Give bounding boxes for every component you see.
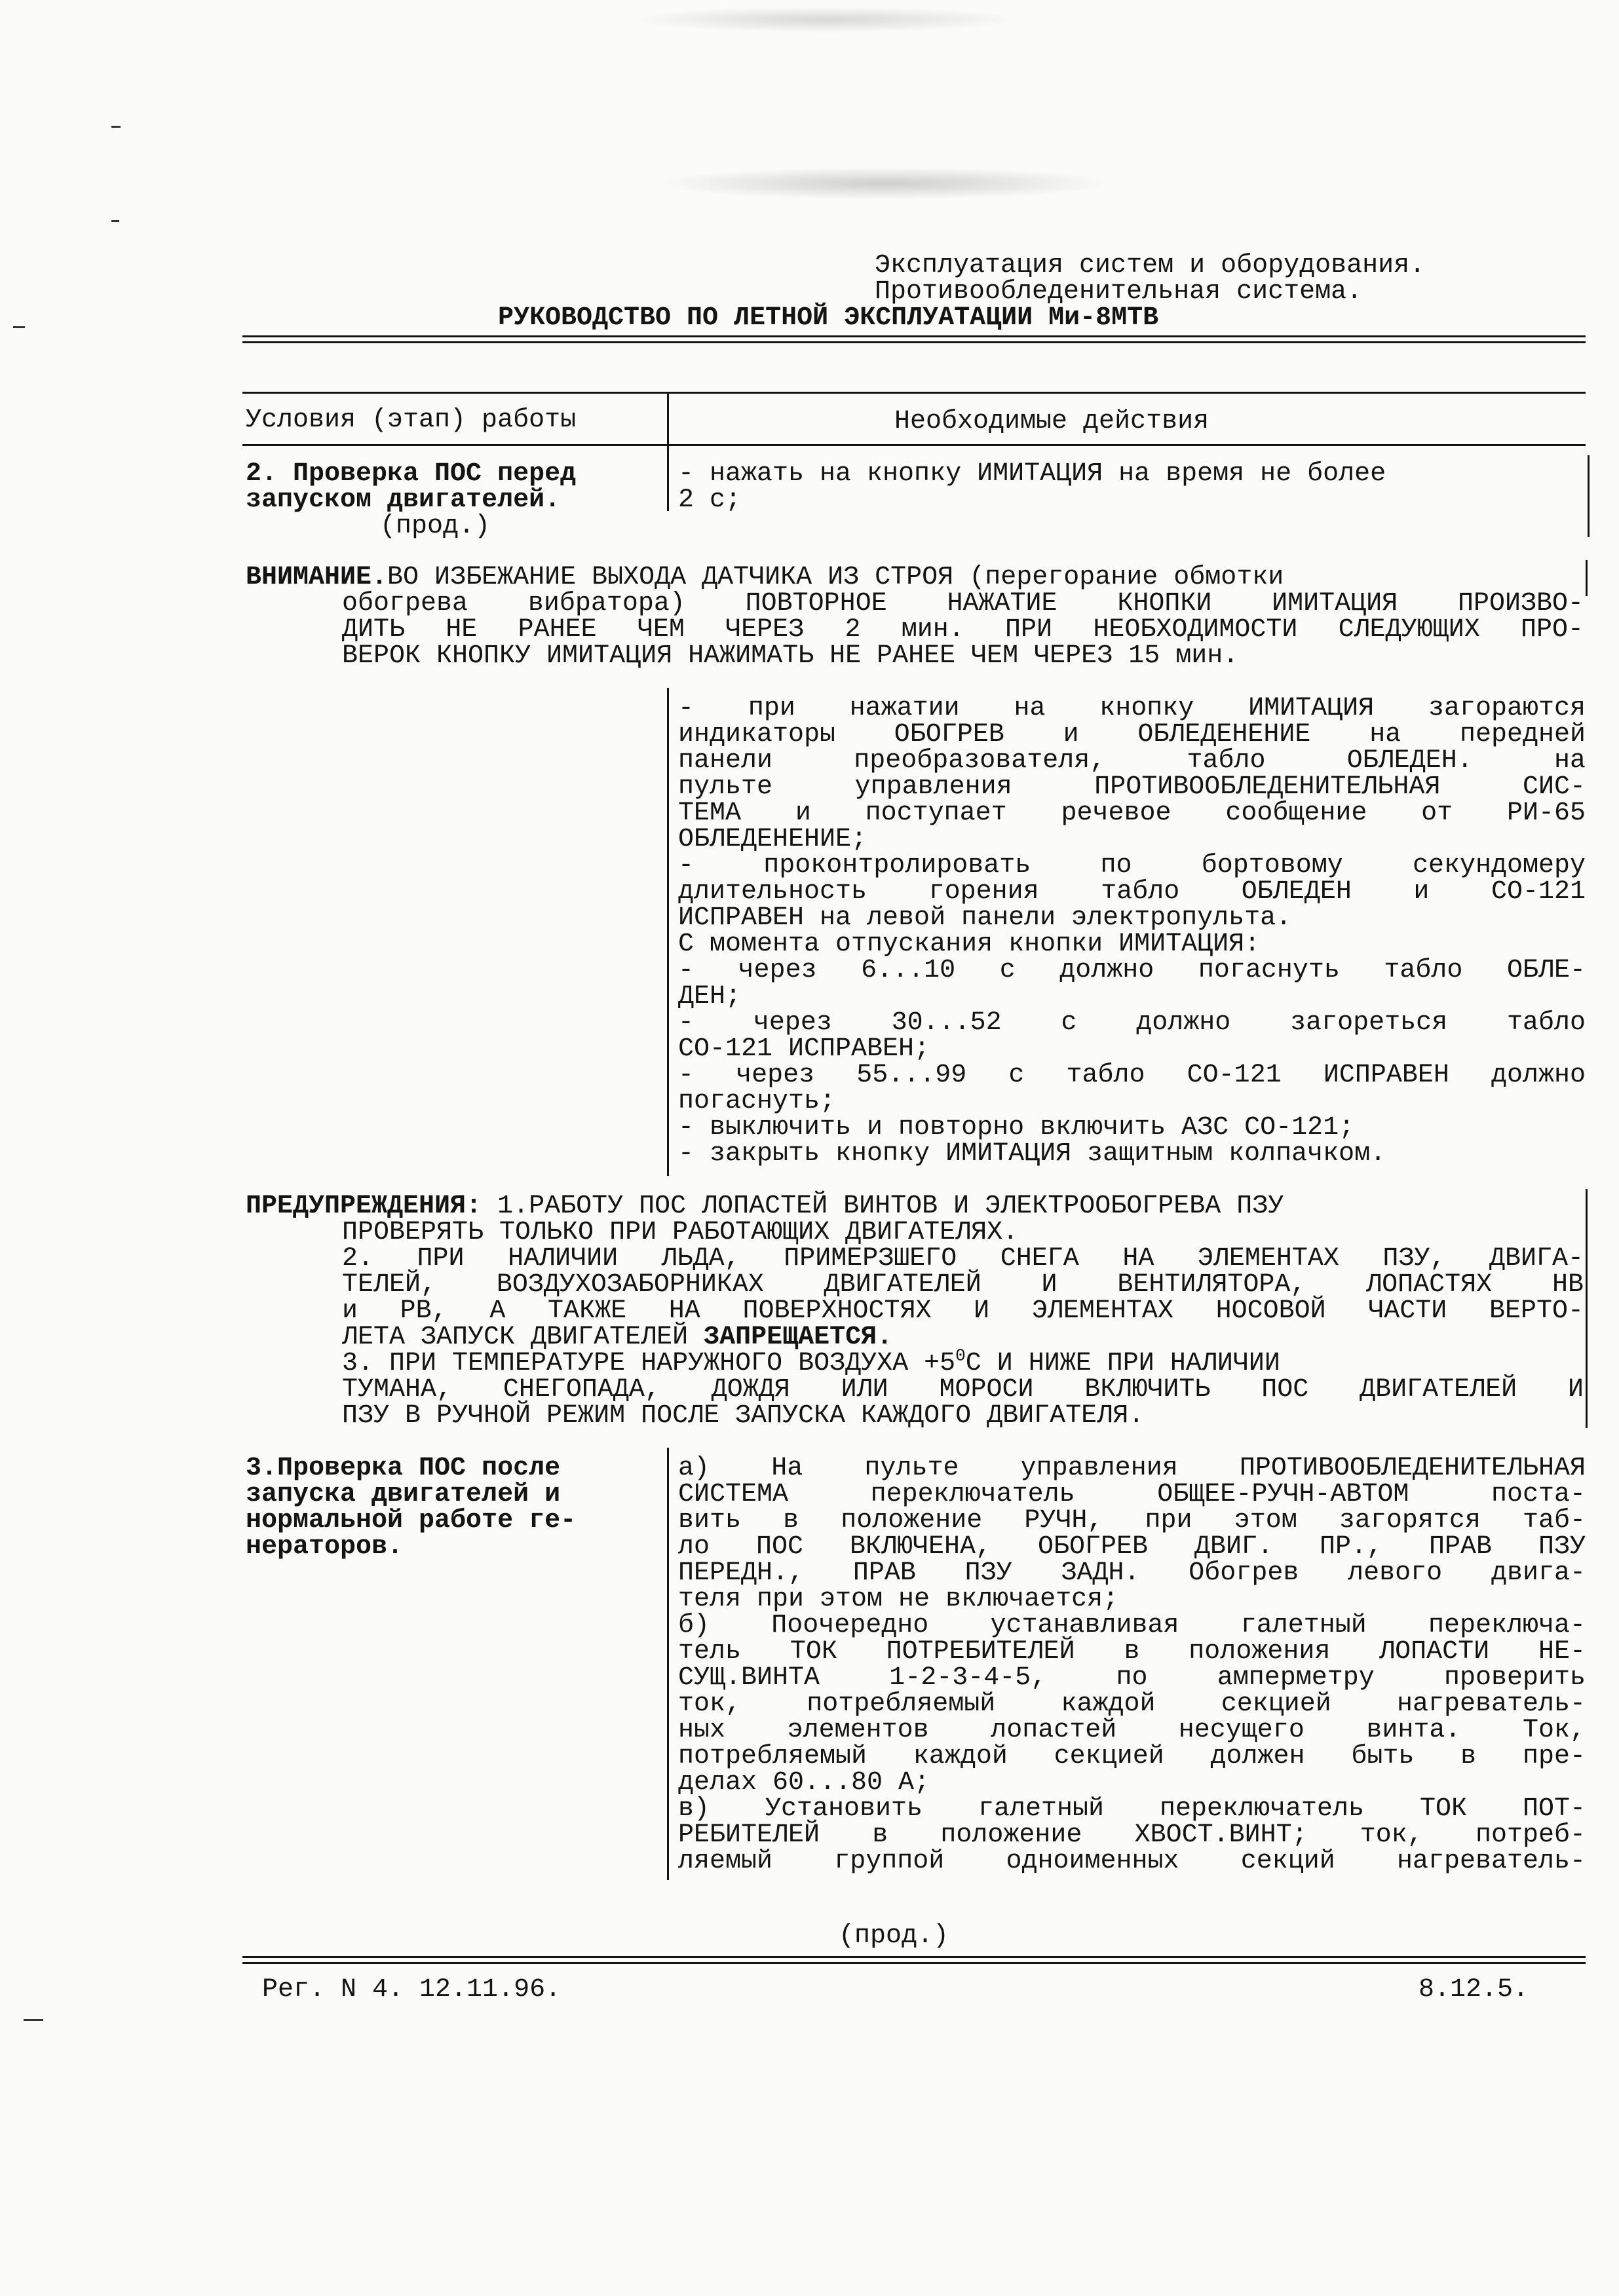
warnings-line3: 2. ПРИ НАЛИЧИИ ЛЬДА, ПРИМЕРЗШЕГО СНЕГА НА ЭЛЕМЕНТАХ ПЗУ, ДВИГА- (342, 1244, 1584, 1273)
warnings-bar (1586, 1189, 1588, 1428)
step3-action-line: ляемый группой одноименных секций нагреватель- (678, 1847, 1586, 1876)
scan-mark (111, 126, 121, 128)
manual-title: РУКОВОДСТВО ПО ЛЕТНОЙ ЭКСПЛУАТАЦИИ Ми-8МТВ (498, 303, 1159, 333)
action-line: пульте управления ПРОТИВООБЛЕДЕНИТЕЛЬНАЯ СИС- (678, 772, 1586, 802)
action-line: погаснуть; (678, 1087, 836, 1116)
action-line: - закрыть кнопку ИМИТАЦИЯ защитным колпачком. (678, 1139, 1386, 1169)
column-divider (667, 688, 669, 1176)
attention-line2: обогрева вибратора) ПОВТОРНОЕ НАЖАТИЕ КНОПКИ ИМИТАЦИЯ ПРОИЗВО- (342, 589, 1584, 618)
action-line: длительность горения табло ОБЛЕДЕН и СО-121 (678, 877, 1586, 907)
step3-action-line: а) На пульте управления ПРОТИВООБЛЕДЕНИТЕЛЬНАЯ (678, 1454, 1586, 1483)
step2-action-line1: - нажать на кнопку ИМИТАЦИЯ на время не более (678, 459, 1386, 489)
warnings-line1 (246, 1194, 1284, 1220)
warnings-line6 (342, 1325, 892, 1351)
action-line: - проконтролировать по бортовому секундомеру (678, 851, 1586, 880)
attention-line1 (246, 565, 1284, 591)
step3-action-line: тель ТОК ПОТРЕБИТЕЛЕЙ в положения ЛОПАСТИ НЕ- (678, 1637, 1586, 1666)
attention-line3: ДИТЬ НЕ РАНЕЕ ЧЕМ ЧЕРЕЗ 2 мин. ПРИ НЕОБХОДИМОСТИ СЛЕДУЮЩИХ ПРО- (342, 615, 1584, 645)
step3-condition-line: 3.Проверка ПОС после (246, 1454, 561, 1483)
warnings-line6-text: ЛЕТА ЗАПУСК ДВИГАТЕЛЕЙ (342, 1323, 704, 1352)
step3-action-line: ло ПОС ВКЛЮЧЕНА, ОБОГРЕВ ДВИГ. ПР., ПРАВ ПЗУ (678, 1532, 1586, 1562)
action-line: - через 6...10 с должно погаснуть табло ОБЛЕ- (678, 956, 1586, 985)
attention-bar (1586, 560, 1588, 596)
step3-action-line: делах 60...80 А; (678, 1768, 930, 1797)
scan-mark (13, 326, 25, 328)
right-border (1588, 455, 1590, 537)
table-top-rule (242, 392, 1586, 394)
warnings-line9: ПЗУ В РУЧНОЙ РЕЖИМ ПОСЛЕ ЗАПУСКА КАЖДОГО ДВИГАТЕЛЯ. (342, 1401, 1145, 1431)
step3-condition-line: запуска двигателей и (246, 1480, 561, 1509)
action-line: ТЕМА и поступает речевое сообщение от РИ-65 (678, 799, 1586, 828)
step3-condition-line: нормальной работе ге- (246, 1506, 577, 1535)
step3-action-line: б) Поочередно устанавливая галетный переключа- (678, 1611, 1586, 1640)
action-line: - выключить и повторно включить АЗС СО-121; (678, 1113, 1355, 1142)
header-subtitle-line1: Эксплуатация систем и оборудования. (875, 251, 1426, 280)
warnings-label: ПРЕДУПРЕЖДЕНИЯ: (246, 1192, 482, 1221)
footer-rule (242, 1956, 1586, 1958)
header-subtitle-line2: Противообледенительная система. (875, 277, 1363, 307)
column-header-conditions: Условия (этап) работы (246, 405, 577, 435)
warnings-line8: ТУМАНА, СНЕГОПАДА, ДОЖДЯ ИЛИ МОРОСИ ВКЛЮЧИТЬ ПОС ДВИГАТЕЛЕЙ И (342, 1375, 1584, 1404)
warnings-line5: и РВ, А ТАКЖЕ НА ПОВЕРХНОСТЯХ И ЭЛЕМЕНТАХ НОСОВОЙ ЧАСТИ ВЕРТО- (342, 1296, 1584, 1326)
header-rule (242, 341, 1586, 343)
column-divider (667, 445, 669, 511)
action-line: - через 55...99 с табло СО-121 ИСПРАВЕН должно (678, 1061, 1586, 1090)
step3-action-line: ПЕРЕДН., ПРАВ ПЗУ ЗАДН. Обогрев левого двига- (678, 1558, 1586, 1588)
step2-condition-continued: (прод.) (380, 512, 491, 541)
step3-condition (246, 1456, 576, 1560)
warnings-line4: ТЕЛЕЙ, ВОЗДУХОЗАБОРНИКАХ ДВИГАТЕЛЕЙ И ВЕНТИЛЯТОРА, ЛОПАСТЯХ НВ (342, 1270, 1584, 1300)
attention-line4: ВЕРОК КНОПКУ ИМИТАЦИЯ НАЖИМАТЬ НЕ РАНЕЕ ЧЕМ ЧЕРЕЗ 15 мин. (342, 641, 1239, 671)
action-line: индикаторы ОБОГРЕВ и ОБЛЕДЕНЕНИЕ на передней (678, 720, 1586, 749)
action-line: ОБЛЕДЕНЕНИЕ; (678, 825, 867, 854)
degree-superscript: 0 (955, 1346, 966, 1366)
continued-label: (прод.) (839, 1921, 949, 1951)
column-header-actions: Необходимые действия (894, 407, 1209, 436)
warnings-line7 (342, 1346, 1280, 1378)
registration-number: Рег. N 4. 12.11.96. (262, 1975, 562, 2004)
column-divider (667, 393, 669, 445)
warnings-prohibited: ЗАПРЕЩАЕТСЯ. (704, 1323, 893, 1352)
scan-mark (24, 2019, 43, 2021)
attention-text: ВО ИЗБЕЖАНИЕ ВЫХОДА ДАТЧИКА ИЗ СТРОЯ (перегорание обмотки (387, 563, 1284, 592)
step3-action-line: ток, потребляемый каждой секцией нагреватель- (678, 1689, 1586, 1719)
step3-actions (678, 1456, 1586, 1875)
attention-label: ВНИМАНИЕ. (246, 563, 388, 592)
scan-mark (111, 220, 119, 222)
step3-condition-line: нераторов. (246, 1532, 404, 1562)
action-line: СО-121 ИСПРАВЕН; (678, 1034, 930, 1064)
table-header-rule (242, 444, 1586, 446)
header-rule (242, 335, 1586, 337)
page-number: 8.12.5. (1419, 1975, 1529, 2004)
action-line: - через 30...52 с должно загореться табло (678, 1008, 1586, 1038)
step3-action-line: ных элементов лопастей несущего винта. Ток, (678, 1716, 1586, 1745)
step3-action-line: СИСТЕМА переключатель ОБЩЕЕ-РУЧН-АВТОМ поста- (678, 1480, 1586, 1509)
action-line: С момента отпускания кнопки ИМИТАЦИЯ: (678, 930, 1261, 959)
step3-action-line: в) Установить галетный переключатель ТОК ПОТ- (678, 1794, 1586, 1824)
step2-condition-line1: 2. Проверка ПОС перед (246, 459, 577, 489)
action-line: - при нажатии на кнопку ИМИТАЦИЯ загораются (678, 694, 1586, 723)
warnings-line7-text: 3. ПРИ ТЕМПЕРАТУРЕ НАРУЖНОГО ВОЗДУХА +5 (342, 1349, 956, 1378)
action-line: ИСПРАВЕН на левой панели электропульта. (678, 903, 1292, 933)
actions-block (678, 696, 1586, 1167)
step3-action-line: РЕБИТЕЛЕЙ в положение ХВОСТ.ВИНТ; ток, потреб- (678, 1820, 1586, 1850)
warnings-line7-rest: С И НИЖЕ ПРИ НАЛИЧИИ (965, 1349, 1280, 1378)
scan-smudge-top (629, 7, 1022, 33)
column-divider (667, 1448, 669, 1880)
step2-action-line2: 2 с; (678, 485, 742, 515)
warnings-text: 1.РАБОТУ ПОС ЛОПАСТЕЙ ВИНТОВ И ЭЛЕКТРООБОГРЕВА ПЗУ (482, 1192, 1284, 1221)
step3-action-line: СУЩ.ВИНТА 1-2-3-4-5, по амперметру проверить (678, 1663, 1586, 1693)
footer-rule (242, 1962, 1586, 1964)
action-line: ДЕН; (678, 982, 742, 1011)
step3-action-line: теля при этом не включается; (678, 1585, 1119, 1614)
step3-action-line: потребляемый каждой секцией должен быть в пре- (678, 1742, 1586, 1771)
warnings-line2: ПРОВЕРЯТЬ ТОЛЬКО ПРИ РАБОТАЮЩИХ ДВИГАТЕЛЯХ. (342, 1218, 1019, 1247)
action-line: панели преобразователя, табло ОБЛЕДЕН. на (678, 746, 1586, 776)
step2-condition-line2: запуском двигателей. (246, 485, 561, 515)
step3-action-line: вить в положение РУЧН, при этом загорятся таб- (678, 1506, 1586, 1535)
scan-smudge-upper (655, 167, 1114, 200)
